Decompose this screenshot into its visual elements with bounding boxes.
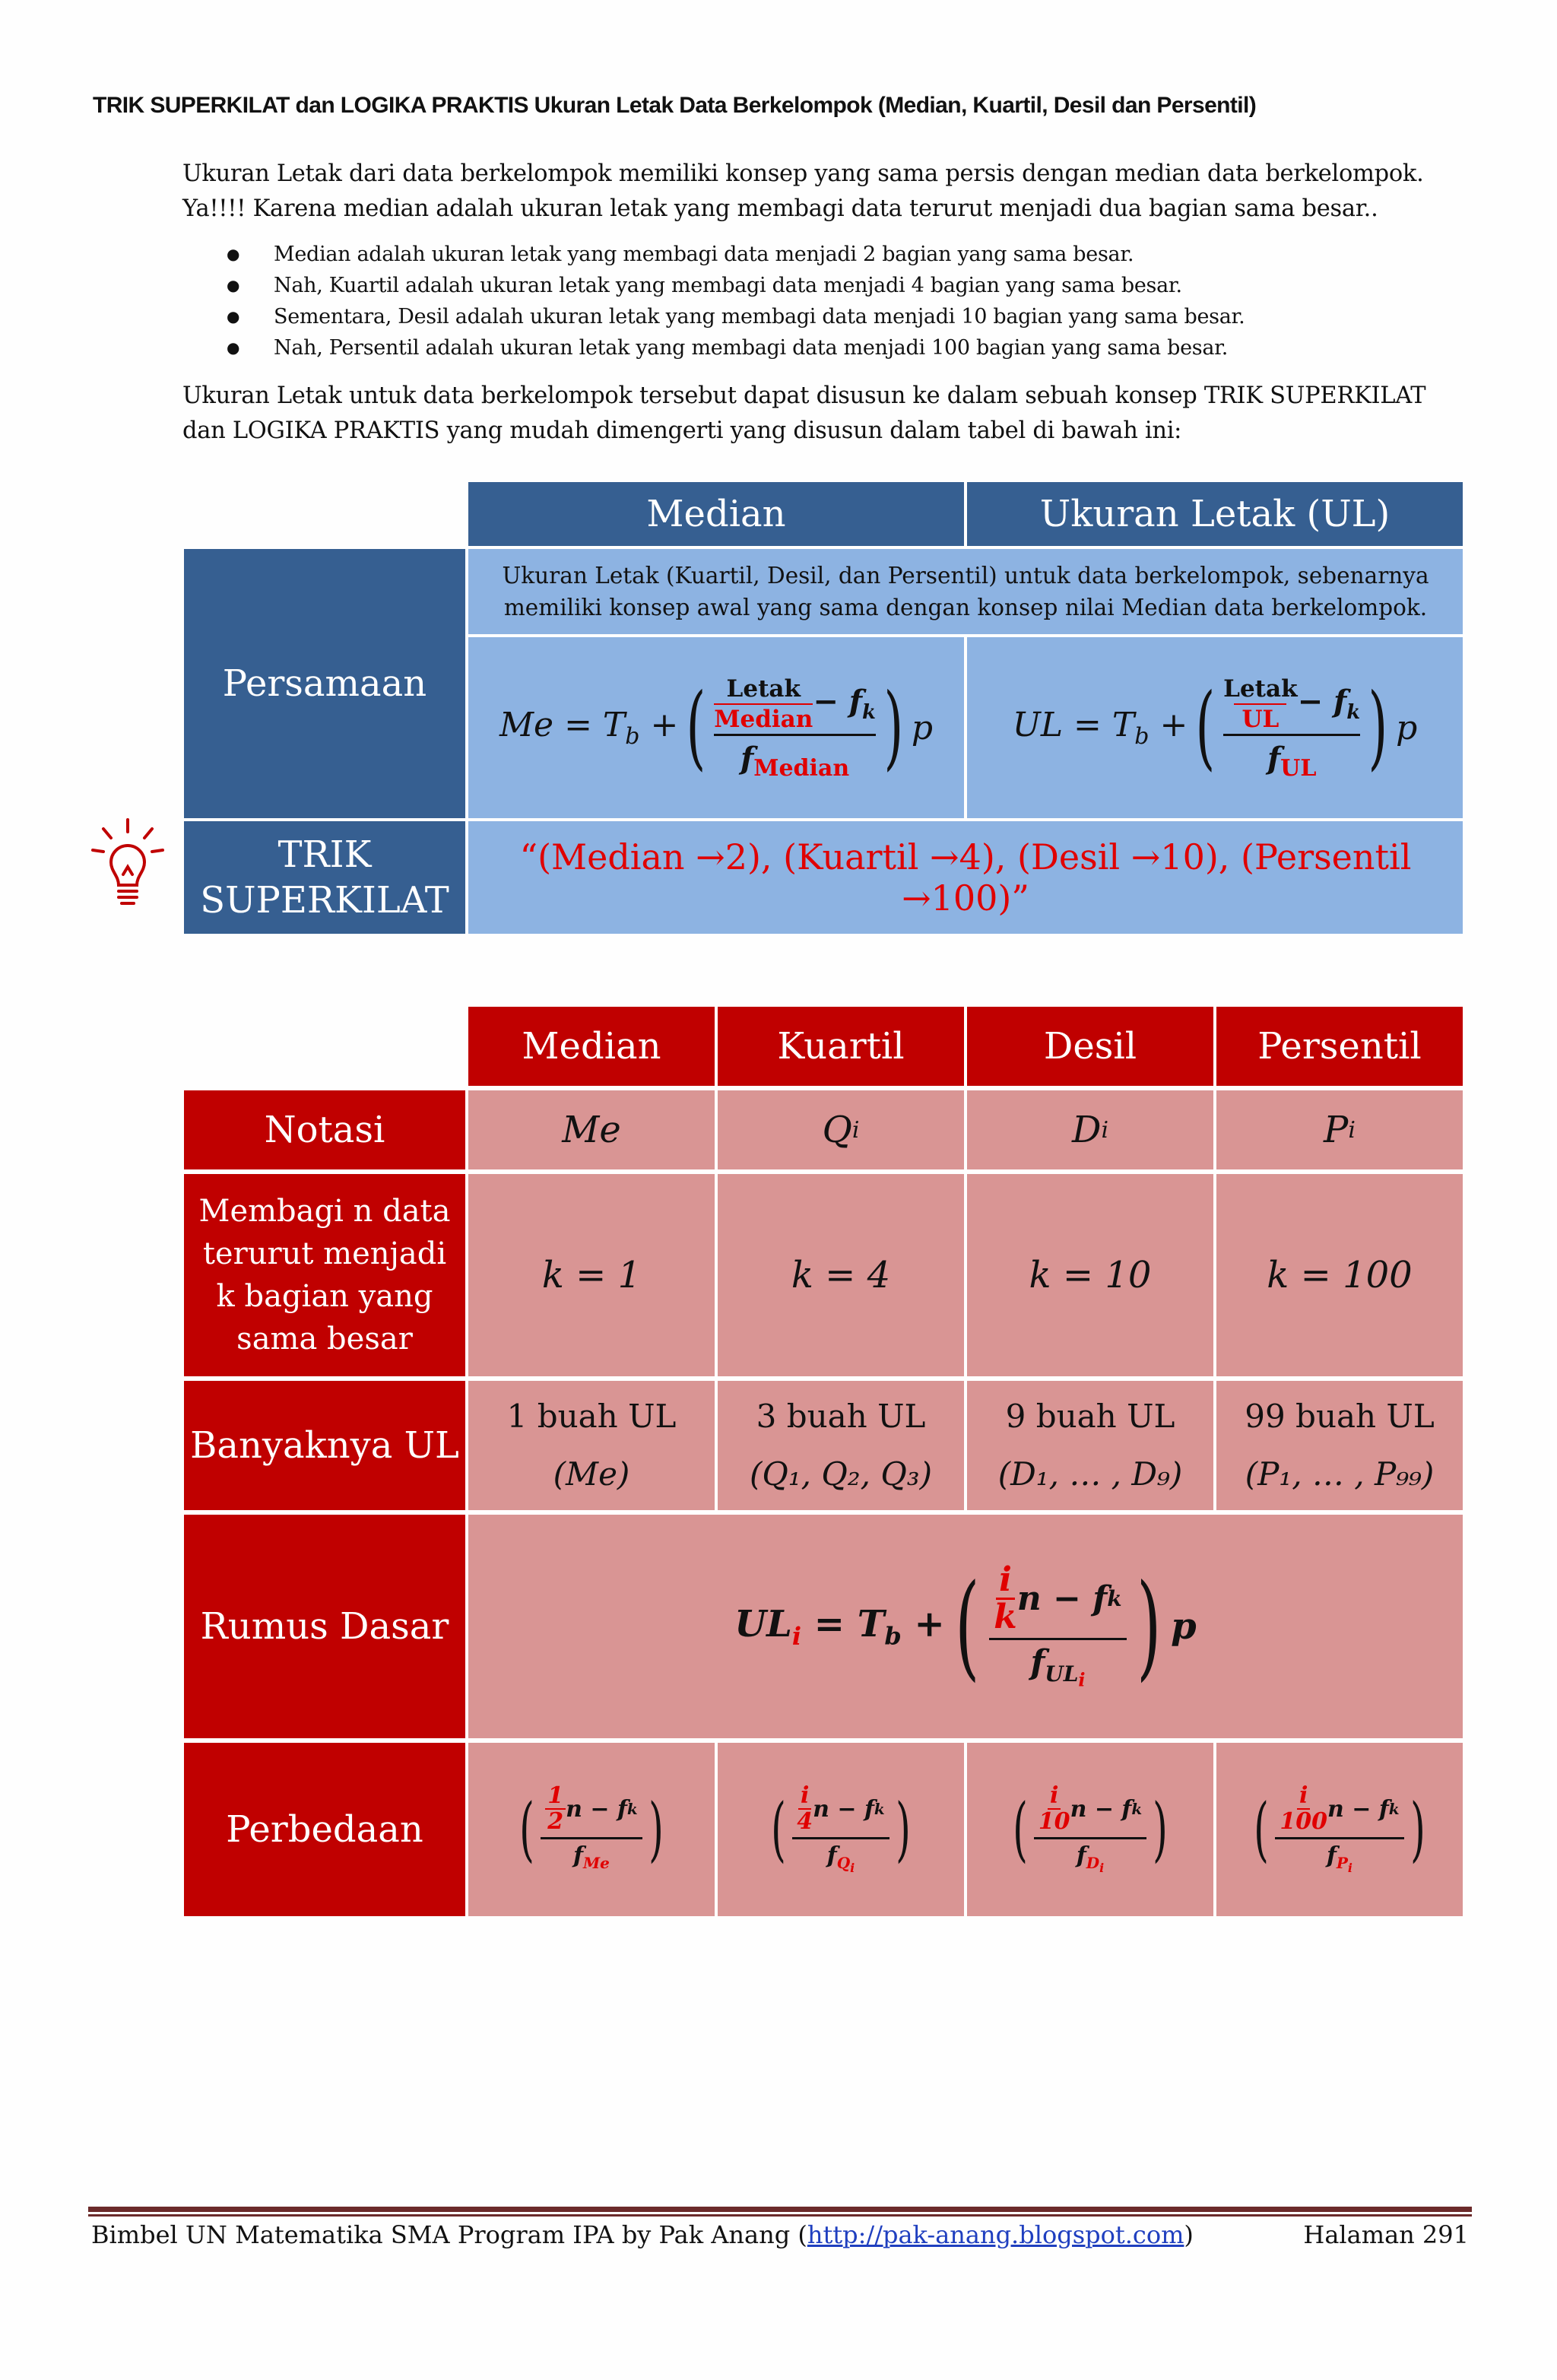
notasi-desil: D i — [967, 1090, 1213, 1169]
trik-label-2: SUPERKILAT — [200, 879, 449, 922]
intro-paragraph: Ukuran Letak dari data berkelompok memiliki konsep yang sama persis dengan median data berkelompok. Ya!!!! Karena median adalah ukuran letak yang membagi data terurut menjadi dua bagian sama besar.. — [182, 160, 1424, 222]
footer-divider — [88, 2207, 1472, 2212]
table1-note: Ukuran Letak (Kuartil, Desil, dan Persentil) untuk data berkelompok, sebenarnya memiliki konsep awal yang sama dengan konsep nilai Median data berkelompok. — [468, 549, 1463, 634]
table1-row-trik — [184, 821, 465, 934]
membagi-line: terurut menjadi — [202, 1236, 447, 1271]
ul-formula: UL = $T_b$ + ( Letak UL − $f_k$ $f_{UL}$ ) p — [967, 637, 1463, 818]
table1-header-median: Median — [468, 482, 964, 546]
table2-header-desil: Desil — [967, 1007, 1213, 1086]
page-number: Halaman 291 — [1303, 2220, 1469, 2249]
notasi-persentil: P i — [1216, 1090, 1463, 1169]
table1-header-ul: Ukuran Letak (UL) — [967, 482, 1463, 546]
perbedaan-median: ( 1 2 n − f k $f_{Me}$ ) — [468, 1743, 715, 1916]
table1-row-persamaan: Persamaan — [184, 549, 465, 818]
membagi-line: sama besar — [236, 1322, 413, 1357]
page-title: TRIK SUPERKILAT dan LOGIKA PRAKTIS Ukuran Letak Data Berkelompok (Median, Kuartil, Desil dan Persentil) — [93, 93, 1257, 118]
table2-row-perbedaan: Perbedaan — [184, 1743, 465, 1916]
table2-header-median: Median — [468, 1007, 715, 1086]
intro-paragraph-2: Ukuran Letak untuk data berkelompok tersebut dapat disusun ke dalam sebuah konsep TRIK SUPERKILAT dan LOGIKA PRAKTIS yang mudah dimengerti yang disusun dalam tabel di bawah ini: — [182, 382, 1426, 444]
perbedaan-desil: ( i 10 n − f k $f_{D_i}$ ) — [967, 1743, 1213, 1916]
banyak-persentil: 99 buah UL (P₁, … , P₉₉) — [1216, 1381, 1463, 1510]
banyak-desil: 9 buah UL (D₁, … , D₉) — [967, 1381, 1213, 1510]
k-value-persentil: k = 100 — [1216, 1174, 1463, 1376]
perbedaan-kuartil: ( i 4 n − f k $f_{Q_i}$ ) — [718, 1743, 964, 1916]
trik-superkilat-text: “(Median →2), (Kuartil →4), (Desil →10), (Persentil →100)” — [468, 821, 1463, 934]
membagi-line: Membagi n data — [198, 1194, 451, 1229]
table2-header-persentil: Persentil — [1216, 1007, 1463, 1086]
trik-label-1: TRIK — [277, 833, 372, 876]
rumus-dasar-formula: $UL_i = T_b$ + ( i k n − f k $f_{UL_i}$ ) p — [468, 1515, 1463, 1738]
table2-row-notasi: Notasi — [184, 1090, 465, 1169]
lightbulb-icon — [90, 815, 166, 914]
k-value-kuartil: k = 4 — [718, 1174, 964, 1376]
k-value-desil: k = 10 — [967, 1174, 1213, 1376]
notasi-median: Me — [468, 1090, 715, 1169]
table2-row-banyak: Banyaknya UL — [184, 1381, 465, 1510]
footer-left: Bimbel UN Matematika SMA Program IPA by Pak Anang (http://pak-anang.blogspot.com) — [91, 2220, 1194, 2249]
banyak-median: 1 buah UL (Me) — [468, 1381, 715, 1510]
banyak-kuartil: 3 buah UL (Q₁, Q₂, Q₃) — [718, 1381, 964, 1510]
bullet-item: ● Sementara, Desil adalah ukuran letak yang membagi data menjadi 10 bagian yang sama besar. — [182, 301, 1245, 332]
blog-link[interactable]: http://pak-anang.blogspot.com — [807, 2220, 1184, 2249]
table2-row-membagi — [184, 1174, 465, 1376]
table2-header-kuartil: Kuartil — [718, 1007, 964, 1086]
table2-row-rumus: Rumus Dasar — [184, 1515, 465, 1738]
footer-divider — [88, 2214, 1472, 2217]
membagi-line: k bagian yang — [216, 1279, 433, 1314]
k-value-median: k = 1 — [468, 1174, 715, 1376]
bullet-item: ● Nah, Kuartil adalah ukuran letak yang membagi data menjadi 4 bagian yang sama besar. — [182, 270, 1245, 301]
median-formula: $Me = T_b$ + ( Letak Median − $f_k$ $f_{Median}$ ) p — [468, 637, 964, 818]
notasi-kuartil: Q i — [718, 1090, 964, 1169]
bullet-item: ● Nah, Persentil adalah ukuran letak yang membagi data menjadi 100 bagian yang sama besar. — [182, 332, 1245, 363]
bullet-item: ● Median adalah ukuran letak yang membagi data menjadi 2 bagian yang sama besar. — [182, 239, 1245, 270]
perbedaan-persentil: ( i 100 n − f k $f_{P_i}$ ) — [1216, 1743, 1463, 1916]
bullet-list — [182, 239, 1245, 363]
